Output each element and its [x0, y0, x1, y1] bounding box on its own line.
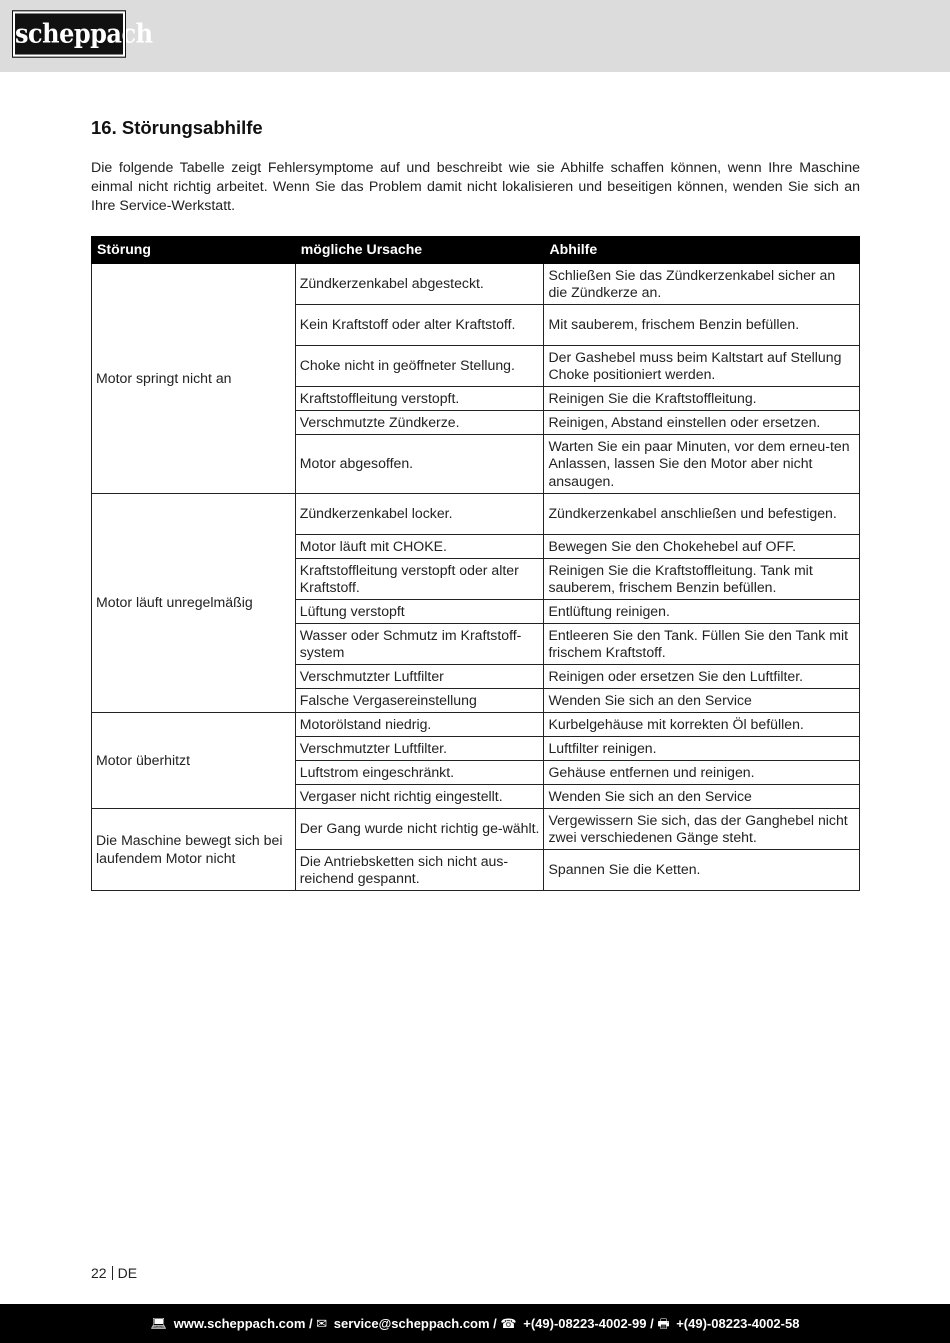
computer-icon: 💻︎ [150, 1316, 168, 1331]
cause-cell: Motorölstand niedrig. [295, 713, 544, 737]
fault-cell: Motor läuft unregelmäßig [92, 494, 296, 713]
footer-bar [0, 1304, 950, 1343]
remedy-cell: Luftfilter reinigen. [544, 737, 860, 761]
remedy-cell: Reinigen, Abstand einstellen oder ersetzen. [544, 411, 860, 435]
fault-cell: Die Maschine bewegt sich bei laufendem Motor nicht [92, 809, 296, 891]
intro-paragraph: Die folgende Tabelle zeigt Fehlersymptome auf und beschreibt wie sie Abhilfe schaffen können, wenn Ihre Maschine einmal nicht richtig arbeitet. Wenn Sie das Problem damit nicht lokalisieren und beseitigen können, wenden Sie sich an Ihre Service-Werkstatt. [91, 160, 860, 214]
fax-icon: 🖶︎ [657, 1316, 670, 1331]
footer-phone: +(49)-08223-4002-99 / [523, 1316, 654, 1331]
cause-cell: Die Antriebsketten sich nicht aus-reichend gespannt. [295, 850, 544, 891]
remedy-cell: Kurbelgehäuse mit korrekten Öl befüllen. [544, 713, 860, 737]
page-number [91, 1265, 137, 1281]
cause-cell: Kraftstoffleitung verstopft oder alter Kraftstoff. [295, 559, 544, 600]
table-header-row [92, 237, 860, 264]
page-separator [112, 1266, 113, 1280]
fault-cell: Motor überhitzt [92, 713, 296, 809]
remedy-cell: Entleeren Sie den Tank. Füllen Sie den Tank mit frischem Kraftstoff. [544, 624, 860, 665]
remedy-cell: Gehäuse entfernen und reinigen. [544, 761, 860, 785]
header-band [0, 0, 950, 72]
header-fault: Störung [92, 237, 296, 264]
cause-cell: Wasser oder Schmutz im Kraftstoff-system [295, 624, 544, 665]
remedy-cell: Wenden Sie sich an den Service [544, 689, 860, 713]
remedy-cell: Vergewissern Sie sich, das der Ganghebel nicht zwei verschiedenen Gänge steht. [544, 809, 860, 850]
remedy-cell: Mit sauberem, frischem Benzin befüllen. [544, 305, 860, 346]
remedy-cell: Reinigen Sie die Kraftstoffleitung. [544, 387, 860, 411]
mail-icon: ✉ [316, 1316, 328, 1331]
cause-cell: Falsche Vergasereinstellung [295, 689, 544, 713]
remedy-cell: Reinigen oder ersetzen Sie den Luftfilter. [544, 665, 860, 689]
remedy-cell: Entlüftung reinigen. [544, 600, 860, 624]
remedy-cell: Schließen Sie das Zündkerzenkabel sicher an die Zündkerze an. [544, 264, 860, 305]
remedy-cell: Spannen Sie die Ketten. [544, 850, 860, 891]
remedy-cell: Warten Sie ein paar Minuten, vor dem erneu-ten Anlassen, lassen Sie den Motor aber nicht ansaugen. [544, 435, 860, 494]
remedy-cell: Der Gashebel muss beim Kaltstart auf Stellung Choke positioniert werden. [544, 346, 860, 387]
cause-cell: Kraftstoffleitung verstopft. [295, 387, 544, 411]
table-row [92, 494, 860, 535]
cause-cell: Zündkerzenkabel locker. [295, 494, 544, 535]
cause-cell: Verschmutzter Luftfilter [295, 665, 544, 689]
cause-cell: Kein Kraftstoff oder alter Kraftstoff. [295, 305, 544, 346]
table-row [92, 713, 860, 737]
cause-cell: Vergaser nicht richtig eingestellt. [295, 785, 544, 809]
cause-cell: Lüftung verstopft [295, 600, 544, 624]
cause-cell: Choke nicht in geöffneter Stellung. [295, 346, 544, 387]
cause-cell: Motor läuft mit CHOKE. [295, 535, 544, 559]
remedy-cell: Wenden Sie sich an den Service [544, 785, 860, 809]
page-number-value: 22 [91, 1265, 107, 1281]
cause-cell: Der Gang wurde nicht richtig ge-wählt. [295, 809, 544, 850]
troubleshooting-table [91, 236, 860, 891]
remedy-cell: Bewegen Sie den Chokehebel auf OFF. [544, 535, 860, 559]
footer-fax: +(49)-08223-4002-58 [676, 1316, 800, 1331]
footer-website[interactable]: www.scheppach.com / [173, 1316, 313, 1331]
remedy-cell: Zündkerzenkabel anschließen und befestigen. [544, 494, 860, 535]
cause-cell: Motor abgesoffen. [295, 435, 544, 494]
brand-logo[interactable]: scheppach [13, 11, 125, 56]
cause-cell: Verschmutzte Zündkerze. [295, 411, 544, 435]
cause-cell: Zündkerzenkabel abgesteckt. [295, 264, 544, 305]
header-remedy: Abhilfe [544, 237, 860, 264]
phone-icon: ☎ [500, 1316, 517, 1331]
page-language: DE [117, 1265, 138, 1281]
table-row [92, 809, 860, 850]
footer-email[interactable]: service@scheppach.com / [333, 1316, 497, 1331]
remedy-cell: Reinigen Sie die Kraftstoffleitung. Tank mit sauberem, frischem Benzin befüllen. [544, 559, 860, 600]
cause-cell: Luftstrom eingeschränkt. [295, 761, 544, 785]
table-row [92, 264, 860, 305]
fault-cell: Motor springt nicht an [92, 264, 296, 494]
section-title: 16. Störungsabhilfe [91, 117, 263, 138]
cause-cell: Verschmutzter Luftfilter. [295, 737, 544, 761]
header-cause: mögliche Ursache [295, 237, 544, 264]
